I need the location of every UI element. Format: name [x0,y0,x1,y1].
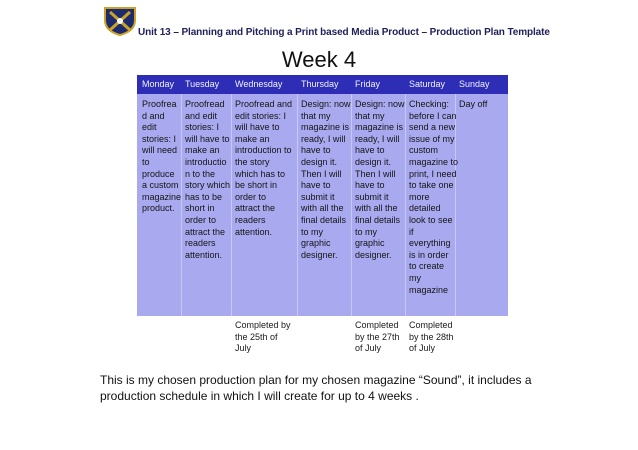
document-header-title: Unit 13 – Planning and Pitching a Print based Media Product – Production Plan Template [138,27,550,38]
cell-line: submit it [355,191,389,202]
cell-line: will have to [235,122,280,133]
cell-line: Proofrea [142,99,177,109]
completed-line: of July [355,343,382,354]
cell-line: Proofread and [235,99,293,109]
completed-line: Completed [409,320,453,330]
cell-line: attract the [235,203,276,214]
completed-note-wednesday [235,320,291,355]
cell-line: everything [409,238,451,249]
column-divider [297,94,298,316]
cell-line: product. [142,203,175,214]
cell-line: edit stories: I [235,110,287,121]
cell-line: story which [185,180,231,191]
cell-line: to take one [409,180,454,191]
column-divider [405,94,406,316]
cell-line: to my [301,226,324,237]
cell-friday [355,99,405,261]
page-caption: This is my chosen production plan for my chosen magazine “Sound”, it includes a production schedule in which I will create for up to 4 weeks . [100,373,532,403]
cell-thursday [301,99,351,261]
cell-line: ready, I will [355,133,400,144]
day-header-sunday: Sunday [459,79,490,89]
cell-line: order to [185,214,217,225]
cell-line: magazine to [409,156,459,167]
week-title: Week 4 [281,47,357,72]
column-divider [231,94,232,316]
cell-line: design it. [355,156,392,167]
cell-line: with all the [301,203,344,214]
cell-line: Design: now [301,99,351,109]
cell-line: with all the [355,203,398,214]
cell-line: final details [355,214,401,225]
cell-line: detailed [409,203,441,214]
day-header-tuesday: Tuesday [185,79,220,89]
completed-line: of July [409,343,436,354]
completed-note-friday [355,320,400,355]
cell-line: Proofread [185,99,225,109]
cell-line: submit it [301,191,335,202]
cell-line: the story [235,156,270,167]
completed-line: the 25th of [235,331,278,342]
cell-line: is in order [409,249,449,260]
cell-line: make an [235,133,270,144]
cell-monday [142,99,181,215]
cell-line: magazine is [355,122,404,133]
cell-sunday [459,99,487,111]
production-plan-table [137,75,508,316]
day-header-wednesday: Wednesday [235,79,283,89]
cell-line: order to [235,191,267,202]
column-divider [351,94,352,316]
cell-line: final details [301,214,347,225]
cell-line: if [409,226,414,237]
cell-line: readers [235,214,266,225]
cell-wednesday [235,99,292,238]
cell-line: to [142,156,150,167]
cell-line: Then I will [301,168,342,179]
cell-line: graphic [355,238,385,249]
cell-line: has to be [185,191,223,202]
cell-line: d and [142,110,165,121]
cell-line: that my [355,110,385,121]
cell-line: ready, I will [301,133,346,144]
day-header-friday: Friday [355,79,381,89]
cell-tuesday [185,99,230,261]
completed-line: Completed by [235,320,291,330]
cell-line: custom [409,145,439,156]
cell-line: readers [185,238,216,249]
day-header-thursday: Thursday [301,79,339,89]
cell-line: stories: I [185,122,220,133]
column-divider [181,94,182,316]
cell-line: send a new [409,122,456,133]
cell-line: will have to [185,133,230,144]
cell-line: attention. [235,226,273,237]
completed-line: Completed [355,320,399,330]
cell-line: before I can [409,110,457,121]
cell-line: stories: I [142,133,177,144]
cell-line: will need [142,145,178,156]
cell-line: Design: now [355,99,405,109]
cell-line: designer. [355,249,392,260]
cell-line: Then I will [355,168,396,179]
cell-line: more [409,191,430,202]
cell-line: have to [355,145,385,156]
cell-line: graphic [301,238,331,249]
cell-line: which has to [235,168,286,179]
cell-line: n to the [185,168,216,179]
cell-line: my [409,272,421,283]
cell-line: have to [301,180,331,191]
cell-line: introductio [185,156,227,167]
completed-note-saturday [409,320,454,355]
cell-line: print, I need [409,168,457,179]
cell-line: designer. [301,249,338,260]
cell-line: magazine [409,284,449,295]
cell-line: magazine is [301,122,350,133]
cell-line: be short in [235,180,278,191]
cell-line: short in [185,203,215,214]
cell-line: attract the [185,226,226,237]
cell-line: design it. [301,156,338,167]
cell-line: magazine [142,191,182,202]
completed-line: by the 27th [355,331,400,342]
cell-line: introduction to [235,145,292,156]
cell-line: that my [301,110,331,121]
day-header-saturday: Saturday [409,79,446,89]
cell-line: edit [142,122,157,133]
cell-line: to create [409,261,445,272]
cell-line: to my [355,226,378,237]
cell-line: a custom [142,180,179,191]
cell-line: attention. [185,249,223,260]
cell-line: Checking: [409,99,450,109]
school-crest-icon [103,6,137,36]
cell-line: and edit [185,110,218,121]
cell-line: have to [355,180,385,191]
cell-saturday [409,99,458,296]
cell-line: produce [142,168,175,179]
cell-line: look to see [409,214,453,225]
cell-line: make an [185,145,220,156]
cell-line: have to [301,145,331,156]
completed-line: July [235,343,252,354]
day-header-monday: Monday [142,79,175,89]
completed-line: by the 28th [409,331,454,342]
cell-line: Day off [459,99,488,109]
cell-line: issue of my [409,133,455,144]
